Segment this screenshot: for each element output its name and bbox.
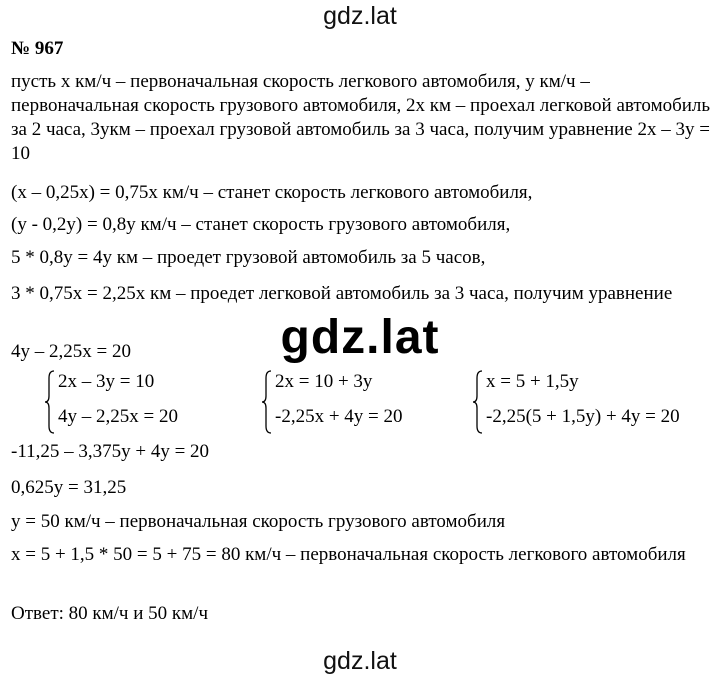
- system-1-eq-1: 2х – 3у = 10: [58, 371, 155, 392]
- line-simplified: 0,625у = 31,25: [11, 477, 127, 498]
- brace-icon: [262, 370, 272, 434]
- watermark-top: gdz.lat: [323, 2, 397, 30]
- system-3-eq-1: х = 5 + 1,5у: [486, 371, 579, 392]
- line-car-distance: 3 * 0,75х = 2,25х км – проедет легковой автомобиль за 3 часа, получим уравнение: [11, 283, 673, 304]
- brace-icon: [45, 370, 55, 434]
- line-car-speed: (х – 0,25х) = 0,75х км/ч – станет скорость легкового автомобиля,: [11, 182, 533, 203]
- line-truck-speed: (у - 0,2у) = 0,8у км/ч – станет скорость грузового автомобиля,: [11, 214, 511, 235]
- system-1-eq-2: 4у – 2,25х = 20: [58, 406, 178, 427]
- line-truck-distance: 5 * 0,8у = 4у км – проедет грузовой автомобиль за 5 часов,: [11, 247, 486, 268]
- answer: Ответ: 80 км/ч и 50 км/ч: [11, 603, 208, 624]
- system-3-eq-2: -2,25(5 + 1,5у) + 4у = 20: [486, 406, 680, 427]
- watermark-center: gdz.lat: [280, 311, 440, 364]
- brace-icon: [473, 370, 483, 434]
- system-2-eq-2: -2,25х + 4у = 20: [275, 406, 403, 427]
- line-truck-result: у = 50 км/ч – первоначальная скорость грузового автомобиля: [11, 511, 506, 532]
- line-equation-2: 4у – 2,25х = 20: [11, 341, 131, 362]
- watermark-bottom: gdz.lat: [323, 647, 397, 675]
- line-substitution: -11,25 – 3,375у + 4у = 20: [11, 441, 210, 462]
- system-2-eq-1: 2х = 10 + 3у: [275, 371, 373, 392]
- problem-number: № 967: [11, 38, 64, 59]
- line-car-result: х = 5 + 1,5 * 50 = 5 + 75 = 80 км/ч – первоначальная скорость легкового автомобиля: [11, 544, 686, 565]
- intro-paragraph: пусть х км/ч – первоначальная скорость легкового автомобиля, у км/ч – первоначальная скорость грузового автомобиля, 2х км – проехал легковой автомобиль за 2 часа, 3укм – проехал грузовой автомобиль за 3 часа, получим уравнение 2х – 3у = 10: [11, 71, 711, 164]
